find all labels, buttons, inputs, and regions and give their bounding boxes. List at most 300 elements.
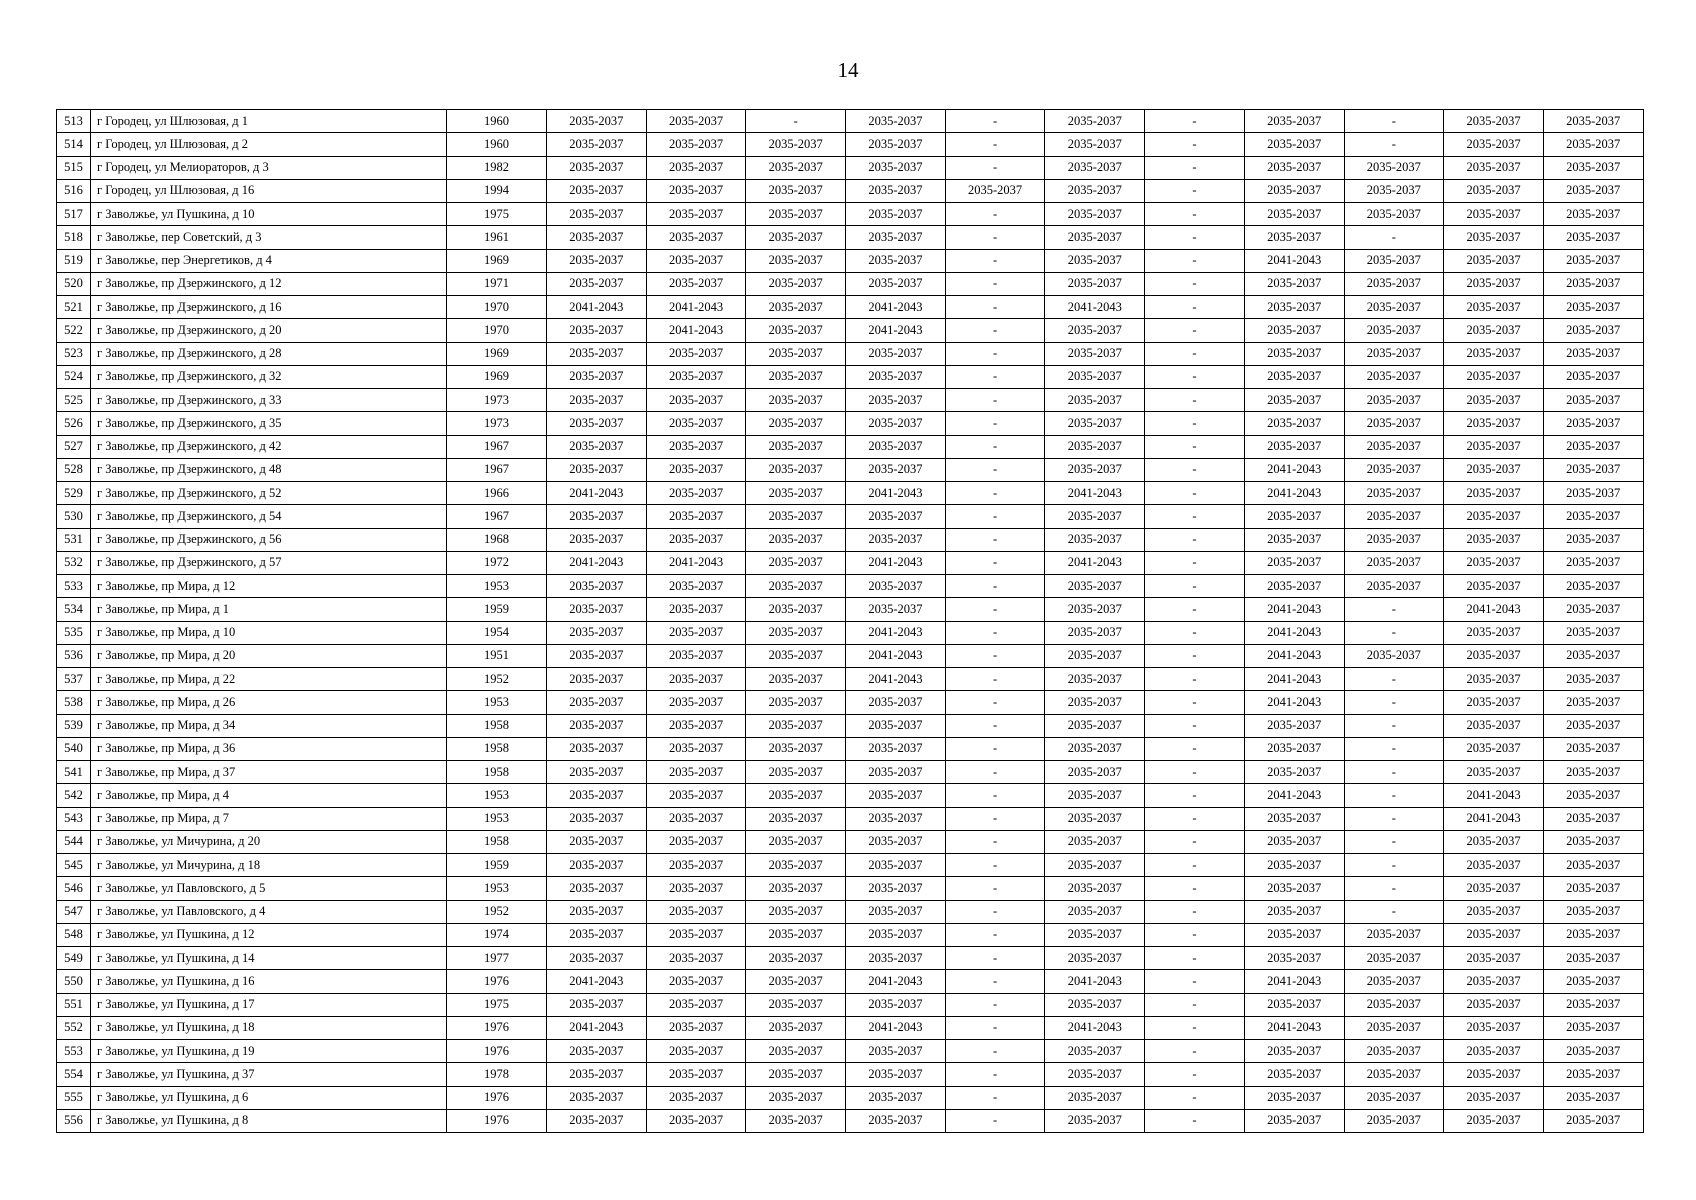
cell-work-period-5: - xyxy=(945,668,1045,691)
cell-work-period-5: - xyxy=(945,551,1045,574)
table-row xyxy=(57,737,1644,760)
cell-work-period-6: 2035-2037 xyxy=(1045,458,1145,481)
table-row xyxy=(57,505,1644,528)
cell-work-period-10: 2035-2037 xyxy=(1444,1109,1544,1132)
cell-work-period-4: 2041-2043 xyxy=(846,644,946,667)
cell-work-period-4: 2035-2037 xyxy=(846,598,946,621)
cell-address: г Заволжье, ул Мичурина, д 18 xyxy=(91,854,447,877)
cell-year: 1976 xyxy=(447,1016,547,1039)
cell-work-period-1: 2035-2037 xyxy=(547,598,647,621)
cell-work-period-2: 2035-2037 xyxy=(646,877,746,900)
cell-work-period-5: - xyxy=(945,226,1045,249)
cell-work-period-3: 2035-2037 xyxy=(746,1040,846,1063)
cell-work-period-2: 2035-2037 xyxy=(646,970,746,993)
cell-row-number: 515 xyxy=(57,156,91,179)
cell-work-period-7: - xyxy=(1145,249,1245,272)
cell-row-number: 545 xyxy=(57,854,91,877)
cell-work-period-7: - xyxy=(1145,714,1245,737)
cell-year: 1970 xyxy=(447,296,547,319)
cell-work-period-2: 2035-2037 xyxy=(646,575,746,598)
cell-work-period-10: 2035-2037 xyxy=(1444,226,1544,249)
cell-work-period-8: 2035-2037 xyxy=(1244,854,1344,877)
cell-work-period-11: 2035-2037 xyxy=(1543,1086,1643,1109)
cell-work-period-10: 2035-2037 xyxy=(1444,923,1544,946)
cell-work-period-11: 2035-2037 xyxy=(1543,877,1643,900)
cell-year: 1976 xyxy=(447,970,547,993)
cell-work-period-6: 2035-2037 xyxy=(1045,993,1145,1016)
cell-work-period-1: 2035-2037 xyxy=(547,668,647,691)
cell-work-period-7: - xyxy=(1145,389,1245,412)
cell-row-number: 530 xyxy=(57,505,91,528)
cell-work-period-1: 2035-2037 xyxy=(547,621,647,644)
table-row xyxy=(57,830,1644,853)
cell-work-period-7: - xyxy=(1145,110,1245,133)
cell-work-period-2: 2041-2043 xyxy=(646,319,746,342)
cell-row-number: 536 xyxy=(57,644,91,667)
cell-row-number: 521 xyxy=(57,296,91,319)
cell-work-period-9: - xyxy=(1344,621,1444,644)
cell-work-period-1: 2035-2037 xyxy=(547,691,647,714)
cell-work-period-2: 2035-2037 xyxy=(646,668,746,691)
cell-row-number: 527 xyxy=(57,435,91,458)
cell-address: г Заволжье, пр Мира, д 12 xyxy=(91,575,447,598)
cell-address: г Городец, ул Мелиораторов, д 3 xyxy=(91,156,447,179)
cell-work-period-6: 2035-2037 xyxy=(1045,877,1145,900)
cell-work-period-9: - xyxy=(1344,737,1444,760)
cell-work-period-2: 2035-2037 xyxy=(646,1063,746,1086)
cell-work-period-6: 2035-2037 xyxy=(1045,272,1145,295)
cell-work-period-7: - xyxy=(1145,551,1245,574)
cell-work-period-10: 2035-2037 xyxy=(1444,1086,1544,1109)
cell-row-number: 554 xyxy=(57,1063,91,1086)
cell-work-period-10: 2035-2037 xyxy=(1444,249,1544,272)
cell-work-period-4: 2035-2037 xyxy=(846,830,946,853)
cell-work-period-8: 2035-2037 xyxy=(1244,1040,1344,1063)
cell-work-period-2: 2035-2037 xyxy=(646,993,746,1016)
cell-work-period-2: 2035-2037 xyxy=(646,761,746,784)
cell-work-period-4: 2041-2043 xyxy=(846,668,946,691)
cell-work-period-10: 2035-2037 xyxy=(1444,319,1544,342)
cell-work-period-10: 2035-2037 xyxy=(1444,621,1544,644)
cell-work-period-4: 2035-2037 xyxy=(846,389,946,412)
cell-work-period-6: 2035-2037 xyxy=(1045,644,1145,667)
cell-work-period-1: 2035-2037 xyxy=(547,226,647,249)
cell-work-period-7: - xyxy=(1145,1086,1245,1109)
cell-work-period-5: - xyxy=(945,761,1045,784)
table-row xyxy=(57,1016,1644,1039)
cell-work-period-9: - xyxy=(1344,761,1444,784)
cell-work-period-5: - xyxy=(945,435,1045,458)
cell-row-number: 528 xyxy=(57,458,91,481)
cell-work-period-11: 2035-2037 xyxy=(1543,482,1643,505)
cell-year: 1977 xyxy=(447,947,547,970)
cell-work-period-1: 2035-2037 xyxy=(547,435,647,458)
cell-work-period-8: 2035-2037 xyxy=(1244,575,1344,598)
cell-work-period-2: 2035-2037 xyxy=(646,598,746,621)
cell-work-period-5: - xyxy=(945,830,1045,853)
cell-row-number: 544 xyxy=(57,830,91,853)
cell-year: 1971 xyxy=(447,272,547,295)
cell-work-period-3: 2035-2037 xyxy=(746,389,846,412)
table-row xyxy=(57,923,1644,946)
table-row xyxy=(57,854,1644,877)
cell-work-period-11: 2035-2037 xyxy=(1543,923,1643,946)
cell-work-period-11: 2035-2037 xyxy=(1543,621,1643,644)
cell-work-period-10: 2035-2037 xyxy=(1444,133,1544,156)
cell-row-number: 542 xyxy=(57,784,91,807)
cell-work-period-7: - xyxy=(1145,365,1245,388)
cell-work-period-3: 2035-2037 xyxy=(746,993,846,1016)
cell-work-period-2: 2035-2037 xyxy=(646,1040,746,1063)
cell-work-period-3: 2035-2037 xyxy=(746,714,846,737)
cell-address: г Заволжье, ул Пушкина, д 8 xyxy=(91,1109,447,1132)
cell-year: 1966 xyxy=(447,482,547,505)
cell-work-period-9: 2035-2037 xyxy=(1344,1109,1444,1132)
cell-work-period-9: 2035-2037 xyxy=(1344,179,1444,202)
cell-work-period-8: 2035-2037 xyxy=(1244,179,1344,202)
cell-address: г Заволжье, ул Павловского, д 4 xyxy=(91,900,447,923)
cell-work-period-8: 2035-2037 xyxy=(1244,923,1344,946)
cell-work-period-3: 2035-2037 xyxy=(746,854,846,877)
cell-work-period-4: 2035-2037 xyxy=(846,203,946,226)
cell-row-number: 513 xyxy=(57,110,91,133)
cell-work-period-5: - xyxy=(945,1040,1045,1063)
cell-year: 1958 xyxy=(447,714,547,737)
cell-address: г Заволжье, пр Мира, д 37 xyxy=(91,761,447,784)
cell-work-period-2: 2035-2037 xyxy=(646,737,746,760)
cell-work-period-9: 2035-2037 xyxy=(1344,412,1444,435)
cell-work-period-3: 2035-2037 xyxy=(746,435,846,458)
cell-work-period-5: - xyxy=(945,156,1045,179)
cell-work-period-6: 2035-2037 xyxy=(1045,900,1145,923)
cell-year: 1960 xyxy=(447,133,547,156)
cell-work-period-8: 2035-2037 xyxy=(1244,714,1344,737)
cell-work-period-3: 2035-2037 xyxy=(746,877,846,900)
cell-row-number: 520 xyxy=(57,272,91,295)
cell-work-period-7: - xyxy=(1145,575,1245,598)
cell-work-period-9: 2035-2037 xyxy=(1344,272,1444,295)
cell-work-period-9: - xyxy=(1344,807,1444,830)
cell-work-period-3: 2035-2037 xyxy=(746,296,846,319)
cell-row-number: 517 xyxy=(57,203,91,226)
cell-work-period-5: - xyxy=(945,365,1045,388)
cell-work-period-4: 2035-2037 xyxy=(846,156,946,179)
cell-work-period-1: 2035-2037 xyxy=(547,342,647,365)
cell-work-period-7: - xyxy=(1145,156,1245,179)
cell-work-period-9: 2035-2037 xyxy=(1344,993,1444,1016)
cell-work-period-9: 2035-2037 xyxy=(1344,644,1444,667)
table-row xyxy=(57,807,1644,830)
cell-row-number: 525 xyxy=(57,389,91,412)
cell-work-period-3: 2035-2037 xyxy=(746,923,846,946)
cell-work-period-2: 2035-2037 xyxy=(646,807,746,830)
cell-work-period-10: 2035-2037 xyxy=(1444,179,1544,202)
cell-work-period-9: 2035-2037 xyxy=(1344,156,1444,179)
cell-work-period-7: - xyxy=(1145,993,1245,1016)
cell-row-number: 548 xyxy=(57,923,91,946)
cell-work-period-11: 2035-2037 xyxy=(1543,203,1643,226)
cell-work-period-5: - xyxy=(945,458,1045,481)
cell-year: 1975 xyxy=(447,993,547,1016)
cell-row-number: 516 xyxy=(57,179,91,202)
table-row xyxy=(57,970,1644,993)
cell-work-period-5: - xyxy=(945,993,1045,1016)
cell-work-period-9: 2035-2037 xyxy=(1344,342,1444,365)
cell-work-period-5: - xyxy=(945,807,1045,830)
cell-work-period-3: 2035-2037 xyxy=(746,551,846,574)
cell-work-period-6: 2041-2043 xyxy=(1045,1016,1145,1039)
cell-work-period-2: 2041-2043 xyxy=(646,551,746,574)
cell-work-period-5: - xyxy=(945,598,1045,621)
cell-work-period-7: - xyxy=(1145,133,1245,156)
cell-work-period-8: 2041-2043 xyxy=(1244,621,1344,644)
cell-work-period-7: - xyxy=(1145,668,1245,691)
cell-work-period-2: 2035-2037 xyxy=(646,133,746,156)
cell-work-period-2: 2035-2037 xyxy=(646,900,746,923)
cell-work-period-5: - xyxy=(945,1086,1045,1109)
cell-work-period-4: 2035-2037 xyxy=(846,365,946,388)
table-row xyxy=(57,1109,1644,1132)
cell-work-period-5: - xyxy=(945,877,1045,900)
cell-address: г Заволжье, пр Дзержинского, д 35 xyxy=(91,412,447,435)
cell-year: 1974 xyxy=(447,923,547,946)
table-row xyxy=(57,1040,1644,1063)
cell-work-period-3: 2035-2037 xyxy=(746,970,846,993)
cell-work-period-11: 2035-2037 xyxy=(1543,156,1643,179)
cell-work-period-9: 2035-2037 xyxy=(1344,249,1444,272)
table-row xyxy=(57,551,1644,574)
cell-work-period-1: 2035-2037 xyxy=(547,365,647,388)
cell-work-period-3: 2035-2037 xyxy=(746,1109,846,1132)
table-row xyxy=(57,458,1644,481)
cell-work-period-4: 2035-2037 xyxy=(846,784,946,807)
cell-work-period-8: 2035-2037 xyxy=(1244,133,1344,156)
cell-work-period-11: 2035-2037 xyxy=(1543,1063,1643,1086)
cell-work-period-1: 2035-2037 xyxy=(547,458,647,481)
table-row xyxy=(57,761,1644,784)
cell-work-period-6: 2041-2043 xyxy=(1045,296,1145,319)
cell-work-period-2: 2035-2037 xyxy=(646,691,746,714)
cell-row-number: 522 xyxy=(57,319,91,342)
cell-work-period-4: 2041-2043 xyxy=(846,482,946,505)
cell-work-period-2: 2035-2037 xyxy=(646,505,746,528)
cell-work-period-1: 2035-2037 xyxy=(547,249,647,272)
cell-work-period-3: 2035-2037 xyxy=(746,621,846,644)
table-row xyxy=(57,319,1644,342)
cell-work-period-3: 2035-2037 xyxy=(746,668,846,691)
cell-work-period-7: - xyxy=(1145,784,1245,807)
table-row xyxy=(57,203,1644,226)
table-row xyxy=(57,621,1644,644)
cell-work-period-1: 2035-2037 xyxy=(547,877,647,900)
cell-work-period-3: 2035-2037 xyxy=(746,598,846,621)
cell-work-period-4: 2035-2037 xyxy=(846,737,946,760)
cell-address: г Заволжье, пр Мира, д 10 xyxy=(91,621,447,644)
cell-work-period-3: 2035-2037 xyxy=(746,1016,846,1039)
cell-row-number: 537 xyxy=(57,668,91,691)
cell-work-period-9: 2035-2037 xyxy=(1344,296,1444,319)
cell-work-period-5: - xyxy=(945,203,1045,226)
cell-work-period-2: 2035-2037 xyxy=(646,830,746,853)
cell-work-period-6: 2035-2037 xyxy=(1045,691,1145,714)
cell-work-period-3: 2035-2037 xyxy=(746,1086,846,1109)
cell-address: г Заволжье, пр Мира, д 20 xyxy=(91,644,447,667)
cell-work-period-10: 2035-2037 xyxy=(1444,877,1544,900)
cell-work-period-9: - xyxy=(1344,830,1444,853)
cell-work-period-7: - xyxy=(1145,412,1245,435)
cell-work-period-10: 2035-2037 xyxy=(1444,993,1544,1016)
cell-work-period-7: - xyxy=(1145,598,1245,621)
cell-work-period-5: - xyxy=(945,482,1045,505)
cell-work-period-8: 2041-2043 xyxy=(1244,598,1344,621)
table-row xyxy=(57,412,1644,435)
cell-work-period-4: 2035-2037 xyxy=(846,714,946,737)
cell-work-period-10: 2035-2037 xyxy=(1444,296,1544,319)
cell-work-period-8: 2035-2037 xyxy=(1244,947,1344,970)
cell-work-period-8: 2041-2043 xyxy=(1244,668,1344,691)
cell-address: г Заволжье, ул Павловского, д 5 xyxy=(91,877,447,900)
cell-work-period-3: - xyxy=(746,110,846,133)
cell-work-period-6: 2041-2043 xyxy=(1045,551,1145,574)
table-row xyxy=(57,993,1644,1016)
cell-work-period-10: 2035-2037 xyxy=(1444,691,1544,714)
cell-work-period-10: 2035-2037 xyxy=(1444,156,1544,179)
cell-work-period-11: 2035-2037 xyxy=(1543,133,1643,156)
cell-work-period-4: 2035-2037 xyxy=(846,923,946,946)
cell-work-period-7: - xyxy=(1145,877,1245,900)
cell-work-period-10: 2035-2037 xyxy=(1444,389,1544,412)
table-row xyxy=(57,1086,1644,1109)
cell-work-period-8: 2041-2043 xyxy=(1244,691,1344,714)
cell-work-period-10: 2035-2037 xyxy=(1444,970,1544,993)
cell-year: 1953 xyxy=(447,784,547,807)
cell-row-number: 546 xyxy=(57,877,91,900)
cell-work-period-3: 2035-2037 xyxy=(746,203,846,226)
cell-work-period-9: - xyxy=(1344,133,1444,156)
cell-work-period-9: - xyxy=(1344,226,1444,249)
cell-work-period-4: 2035-2037 xyxy=(846,807,946,830)
cell-work-period-5: - xyxy=(945,1109,1045,1132)
cell-row-number: 524 xyxy=(57,365,91,388)
cell-year: 1970 xyxy=(447,319,547,342)
cell-work-period-1: 2035-2037 xyxy=(547,1109,647,1132)
cell-work-period-7: - xyxy=(1145,1063,1245,1086)
cell-address: г Заволжье, пр Мира, д 26 xyxy=(91,691,447,714)
cell-work-period-8: 2035-2037 xyxy=(1244,830,1344,853)
cell-work-period-5: - xyxy=(945,1063,1045,1086)
cell-row-number: 526 xyxy=(57,412,91,435)
table-row xyxy=(57,714,1644,737)
cell-address: г Заволжье, пр Дзержинского, д 56 xyxy=(91,528,447,551)
cell-work-period-9: 2035-2037 xyxy=(1344,1040,1444,1063)
cell-year: 1951 xyxy=(447,644,547,667)
cell-work-period-3: 2035-2037 xyxy=(746,133,846,156)
cell-work-period-5: - xyxy=(945,412,1045,435)
cell-work-period-8: 2035-2037 xyxy=(1244,993,1344,1016)
cell-work-period-5: - xyxy=(945,947,1045,970)
cell-row-number: 534 xyxy=(57,598,91,621)
cell-work-period-7: - xyxy=(1145,482,1245,505)
cell-year: 1967 xyxy=(447,505,547,528)
cell-work-period-1: 2035-2037 xyxy=(547,737,647,760)
cell-work-period-2: 2035-2037 xyxy=(646,528,746,551)
cell-work-period-7: - xyxy=(1145,854,1245,877)
cell-work-period-4: 2035-2037 xyxy=(846,458,946,481)
cell-address: г Городец, ул Шлюзовая, д 2 xyxy=(91,133,447,156)
cell-work-period-2: 2035-2037 xyxy=(646,947,746,970)
cell-work-period-4: 2041-2043 xyxy=(846,621,946,644)
cell-address: г Заволжье, ул Пушкина, д 17 xyxy=(91,993,447,1016)
cell-work-period-2: 2035-2037 xyxy=(646,342,746,365)
cell-year: 1994 xyxy=(447,179,547,202)
cell-work-period-8: 2035-2037 xyxy=(1244,365,1344,388)
cell-work-period-6: 2035-2037 xyxy=(1045,923,1145,946)
cell-work-period-1: 2041-2043 xyxy=(547,970,647,993)
cell-work-period-8: 2035-2037 xyxy=(1244,342,1344,365)
cell-address: г Заволжье, ул Пушкина, д 14 xyxy=(91,947,447,970)
cell-work-period-3: 2035-2037 xyxy=(746,691,846,714)
cell-row-number: 549 xyxy=(57,947,91,970)
cell-work-period-11: 2035-2037 xyxy=(1543,644,1643,667)
cell-work-period-6: 2041-2043 xyxy=(1045,970,1145,993)
cell-work-period-7: - xyxy=(1145,761,1245,784)
cell-work-period-10: 2035-2037 xyxy=(1444,668,1544,691)
cell-work-period-10: 2035-2037 xyxy=(1444,1016,1544,1039)
cell-work-period-7: - xyxy=(1145,691,1245,714)
cell-row-number: 553 xyxy=(57,1040,91,1063)
cell-work-period-1: 2035-2037 xyxy=(547,528,647,551)
cell-address: г Заволжье, пр Дзержинского, д 57 xyxy=(91,551,447,574)
cell-work-period-1: 2035-2037 xyxy=(547,203,647,226)
cell-year: 1982 xyxy=(447,156,547,179)
cell-work-period-9: 2035-2037 xyxy=(1344,575,1444,598)
table-row xyxy=(57,389,1644,412)
cell-work-period-11: 2035-2037 xyxy=(1543,528,1643,551)
cell-work-period-10: 2035-2037 xyxy=(1444,482,1544,505)
cell-work-period-9: 2035-2037 xyxy=(1344,365,1444,388)
cell-work-period-5: - xyxy=(945,133,1045,156)
cell-work-period-9: 2035-2037 xyxy=(1344,1086,1444,1109)
cell-work-period-3: 2035-2037 xyxy=(746,272,846,295)
cell-work-period-7: - xyxy=(1145,272,1245,295)
cell-work-period-9: - xyxy=(1344,784,1444,807)
cell-work-period-8: 2035-2037 xyxy=(1244,296,1344,319)
cell-row-number: 550 xyxy=(57,970,91,993)
cell-work-period-2: 2035-2037 xyxy=(646,714,746,737)
cell-work-period-6: 2035-2037 xyxy=(1045,435,1145,458)
cell-year: 1953 xyxy=(447,877,547,900)
cell-work-period-6: 2035-2037 xyxy=(1045,110,1145,133)
cell-work-period-10: 2035-2037 xyxy=(1444,365,1544,388)
cell-year: 1967 xyxy=(447,458,547,481)
cell-work-period-3: 2035-2037 xyxy=(746,761,846,784)
cell-work-period-5: - xyxy=(945,319,1045,342)
cell-work-period-9: - xyxy=(1344,900,1444,923)
cell-address: г Заволжье, ул Пушкина, д 12 xyxy=(91,923,447,946)
cell-work-period-9: 2035-2037 xyxy=(1344,970,1444,993)
cell-work-period-6: 2035-2037 xyxy=(1045,528,1145,551)
cell-work-period-8: 2035-2037 xyxy=(1244,900,1344,923)
cell-work-period-10: 2035-2037 xyxy=(1444,528,1544,551)
cell-work-period-7: - xyxy=(1145,296,1245,319)
cell-work-period-1: 2041-2043 xyxy=(547,482,647,505)
cell-work-period-7: - xyxy=(1145,644,1245,667)
cell-work-period-11: 2035-2037 xyxy=(1543,575,1643,598)
cell-work-period-7: - xyxy=(1145,528,1245,551)
cell-work-period-11: 2035-2037 xyxy=(1543,947,1643,970)
cell-work-period-11: 2035-2037 xyxy=(1543,319,1643,342)
cell-work-period-3: 2035-2037 xyxy=(746,947,846,970)
